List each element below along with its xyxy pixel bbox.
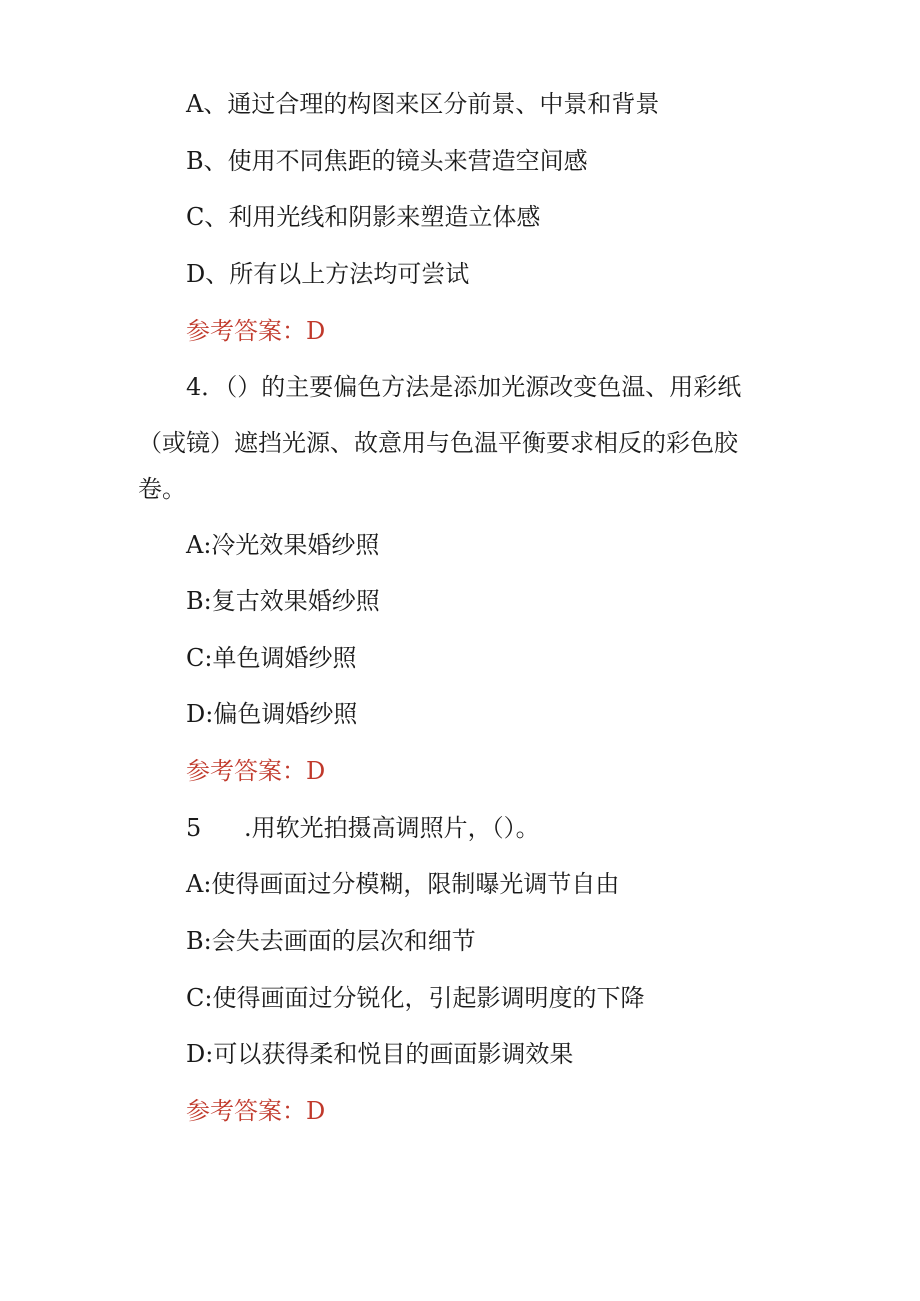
q4-option-d: D:偏色调婚纱照 (186, 700, 358, 728)
q3-option-d: D、所有以上方法均可尝试 (186, 260, 470, 288)
q3-option-c: C、利用光线和阴影来塑造立体感 (186, 203, 541, 231)
q5-stem (186, 812, 540, 844)
q4-option-b: B:复古效果婚纱照 (186, 587, 380, 615)
q4-stem-line-3: 卷。 (138, 475, 186, 503)
q5-option-d: D:可以获得柔和悦目的画面影调效果 (186, 1040, 574, 1068)
q5-option-b: B:会失去画面的层次和细节 (186, 927, 476, 955)
q5-answer: 参考答案：D (186, 1097, 326, 1125)
q4-stem-line-2: （或镜）遮挡光源、故意用与色温平衡要求相反的彩色胶 (138, 429, 738, 457)
q3-option-a: A、通过合理的构图来区分前景、中景和背景 (186, 90, 660, 118)
q5-option-a: A:使得画面过分模糊，限制曝光调节自由 (186, 870, 620, 898)
q5-stem-text: .用软光拍摄高调照片，（）。 (244, 814, 540, 842)
q3-answer: 参考答案：D (186, 317, 326, 345)
q4-option-c: C:单色调婚纱照 (186, 644, 357, 672)
q4-option-a: A:冷光效果婚纱照 (186, 531, 380, 559)
q4-answer: 参考答案：D (186, 757, 326, 785)
q3-option-b: B、使用不同焦距的镜头来营造空间感 (186, 147, 588, 175)
q5-number: 5 (186, 814, 202, 842)
q5-option-c: C:使得画面过分锐化，引起影调明度的下降 (186, 984, 645, 1012)
q4-stem-line-1: 4．（）的主要偏色方法是添加光源改变色温、用彩纸 (186, 373, 742, 401)
